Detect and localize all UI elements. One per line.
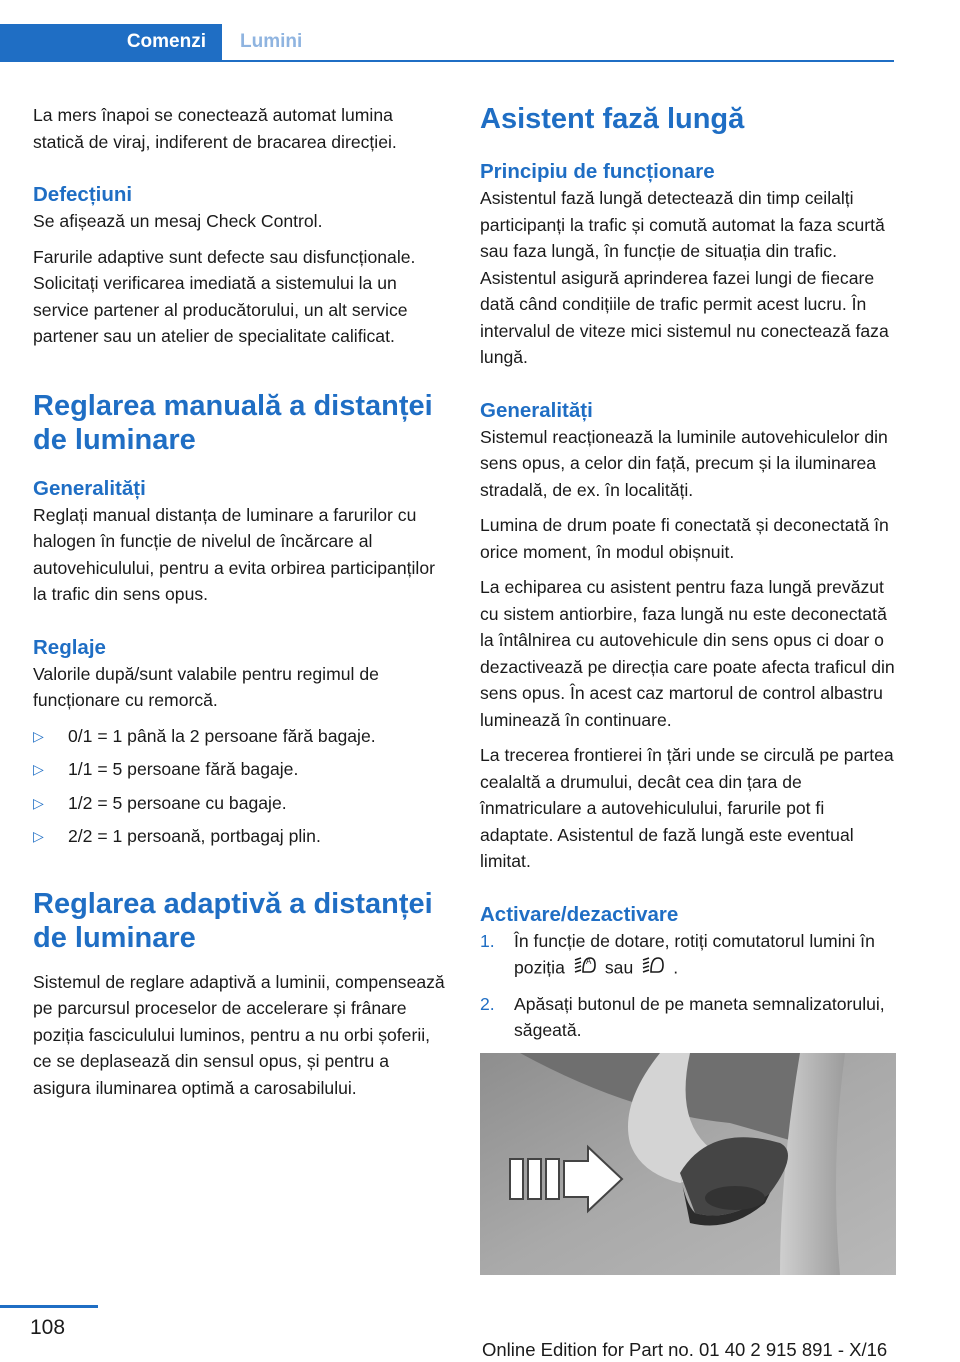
right-column [480,102,896,1051]
high-beam-assist-heading: Asistent fază lungă [480,103,745,135]
triangle-bullet-icon: ▷ [33,761,44,777]
triangle-bullet-icon: ▷ [33,727,44,744]
step-number: 2. [480,993,495,1014]
defects-heading: Defecțiuni [33,183,133,206]
assist-general-heading: Generalități [480,398,593,422]
list-item: ▷ 2/2 = 1 persoană, portbagaj plin. [33,823,448,850]
manual-general-heading: Generalități [33,476,146,500]
activation-heading: Activare/dezactivare [480,902,679,926]
defects-paragraph-1: Se afișează un mesaj Check Control. [33,211,323,231]
edition-text: Online Edition for Part no. 01 40 2 915 891 - X/16 [482,1339,888,1360]
list-item: 1. În funcție de dotare, rotiți comutatorul lumini în poziția A sau . [480,928,896,984]
activation-steps [480,928,896,1044]
page-header [0,0,894,62]
page-number: 108 [30,1316,66,1339]
tab-comenzi[interactable]: Comenzi [0,24,222,60]
list-item: ▷ 1/1 = 5 persoane fără bagaje. [33,756,448,783]
intro-paragraph: La mers înapoi se conectează automat lumina statică de viraj, indiferent de bracarea direcției. [33,105,397,152]
adaptive-paragraph: Sistemul de reglare adaptivă a luminii, compensează pe parcursul proceselor de accelerare și frânare poziția fasciculului luminos, pentru a nu orbi șoferii, ce se deplasează din sensul opus, și pentru a asigura iluminarea optimă a carosabilului. [33,971,445,1098]
settings-heading: Reglaje [33,635,106,659]
svg-text:A: A [585,957,592,966]
auto-light-icon [573,954,597,984]
settings-paragraph: Valorile după/sunt valabile pentru regimul de funcționare cu remorcă. [33,663,379,710]
assist-general-paragraph-1: Sistemul reacționează la luminile autovehiculelor din sens opus, a celor din față, precum și la iluminarea stradală, de ex. în localități. [480,426,888,500]
settings-list [33,723,448,850]
defects-paragraph-2: Farurile adaptive sunt defecte sau disfuncționale. Solicitați verificarea imediată a sistemului la un service partener al producătorului, un alt service partener sau un atelier de specialitate calificat. [33,246,416,346]
manual-range-heading: Reglarea manuală a distanței de luminare [33,389,433,456]
turn-signal-stalk-photo [480,1053,896,1275]
footer-divider [0,1305,98,1308]
step-number: 1. [480,930,495,951]
list-item: 2. Apăsați butonul de pe maneta semnalizatorului, săgeată. [480,991,896,1044]
triangle-bullet-icon: ▷ [33,828,44,844]
low-beam-icon [641,954,665,984]
assist-general-paragraph-4: La trecerea frontierei în țări unde se circulă pe partea cealaltă a drumului, decât cea din țara de înmatriculare a autovehiculului, farurile pot fi adaptate. Asistentul de fază lungă este eventual limitat. [480,745,894,871]
header-divider [0,60,894,62]
adaptive-range-heading: Reglarea adaptivă a distanței de luminare [33,887,433,954]
assist-general-paragraph-2: Lumina de drum poate fi conectată și deconectată în orice moment, în modul obișnuit. [480,515,889,562]
principle-heading: Principiu de funcționare [480,160,715,183]
assist-general-paragraph-3: La echiparea cu asistent pentru faza lungă prevăzut cu sistem antiorbire, faza lungă nu este deconectată la întâlnirea cu autovehicule din sens opus ci doar o dezactivează pe direcția care poate afecta traficul din sens opus. În acest caz martorul de control albastru luminează în continuare. [480,577,895,730]
list-item: ▷ 1/2 = 5 persoane cu bagaje. [33,790,448,817]
tab-lumini[interactable]: Lumini [240,31,303,52]
principle-paragraph: Asistentul fază lungă detectează din timp ceilalți participanți la trafic și comută automat la faza scurtă sau faza lungă, în funcție de situația din trafic. Asistentul asigură aprinderea fazei lungi de fiecare dată când condițiile de trafic permit acest lucru. În intervalul de viteze mici sistemul nu conectează faza lungă. [480,188,889,367]
left-column [33,102,448,1110]
manual-general-paragraph: Reglați manual distanța de luminare a farurilor cu halogen în funcție de nivelul de încărcare al autovehiculului, pentru a evita orbirea participanților la trafic din sens opus. [33,504,435,604]
list-item: ▷ 0/1 = 1 până la 2 persoane fără bagaje. [33,723,448,750]
triangle-bullet-icon: ▷ [33,794,44,811]
